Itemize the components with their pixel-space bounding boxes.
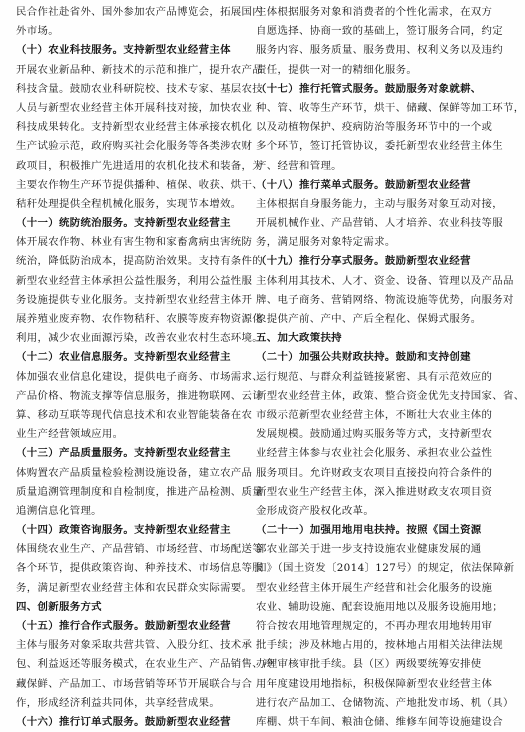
text-line: 用年度建设用地指标，积极保障新型农业经营主体 <box>256 677 493 690</box>
text-line: 金形成资产股权化改革。 <box>256 504 375 517</box>
subsection-start-line: （十）农业科技服务。支持新型农业经营主体 <box>16 44 231 57</box>
subsection-start-line: （十四）政策咨询服务。支持新型农业经营主 <box>16 524 231 537</box>
text-line: 发展规模。鼓励通过购买服务等方式，支持新型农 <box>256 428 493 441</box>
text-line: 外市场。 <box>16 25 59 38</box>
text-line: 办理审核审批手续。县（区）两级要统筹安排使 <box>256 658 482 671</box>
subsection-start-line: （十八）推行菜单式服务。鼓励新型农业经营 <box>256 178 471 191</box>
subsection-start-line: （十二）农业信息服务。支持新型农业经营主 <box>16 351 231 364</box>
subsection-start-line: （十九）推行分享式服务。鼓励新型农业经营 <box>256 255 471 268</box>
left-text-column <box>16 3 274 732</box>
text-line: 主体根据自身服务能力，主动与服务对象互动对接， <box>256 197 504 210</box>
subsection-start-line: （十一）统防统治服务。支持新型农业经营主 <box>16 217 231 230</box>
text-line: 追溯信息化管理。 <box>16 504 102 517</box>
text-line: 自愿选择、协商一致的基础上，签订服务合同，约定 <box>256 25 504 38</box>
section-heading: 五、加大政策扶持 <box>256 332 342 345</box>
text-line: 象提供产前、产中、产后全程化、保姆式服务。 <box>256 313 482 325</box>
text-line: 科技含量。鼓励农业科研院校、技术专家、基层农技 <box>16 82 264 95</box>
text-line: 民合作社赴省外、国外参加农产品博览会，拓展国内 <box>16 6 264 18</box>
text-line: 算、移动互联等现代信息技术和农业智能装备在农 <box>16 408 253 421</box>
text-line: 务，满足服务对象特定需求。 <box>256 236 396 249</box>
subsection-start-line: （十七）推行托管式服务。鼓励服务对象就耕、 <box>256 82 482 95</box>
subsection-start-line: （十六）推行订单式服务。鼓励新型农业经营 <box>16 715 231 728</box>
text-line: 知》（国土资发〔2014〕127号）的规定，依法保障新 <box>256 562 515 575</box>
text-line: 质量追溯管理制度和自检制度，推进产品检测、质量 <box>16 485 264 498</box>
text-line: 牌、电子商务、营销网络、物流设施等优势，向服务对 <box>256 293 514 306</box>
text-line: 科技成果转化。支持新型农业经营主体承接农机化 <box>16 121 253 134</box>
text-line: 作，形成经济利益共同体，共享经营成果。 <box>16 696 221 709</box>
text-line: 型农业经营主体开展生产经营和社会化服务的设施 <box>256 581 493 594</box>
text-line: 业生产经营领域应用。 <box>16 428 124 441</box>
text-line: 体购置农产品质量检验检测设施设备，建立农产品 <box>16 466 253 479</box>
text-line: 开展机械作业、产品营销、人才培养、农业科技等服 <box>256 217 504 230</box>
text-line: 体围绕农业生产、产品营销、市场经营、市场配送等 <box>16 543 264 556</box>
text-line: 服务内容、服务质量、服务费用、权利义务以及违约 <box>256 44 504 57</box>
text-line: 责任，提供一对一的精细化服务。 <box>256 63 418 76</box>
text-line: 主体根据服务对象和消费者的个性化需求，在双方 <box>256 6 493 18</box>
text-line: 生产试验示范，政府购买社会化服务等各类涉农财 <box>16 140 253 153</box>
text-line: 产、经营和管理。 <box>256 159 342 172</box>
text-line: 利用，减少农业面源污染，改善农业农村生态环境。 <box>16 332 264 345</box>
text-line: 体开展农作物、林业有害生物和家畜禽病虫害统防 <box>16 236 253 249</box>
text-line: 多个环节，签订托管协议，委托新型农业经营主体生 <box>256 140 504 153</box>
text-line: 符合按农用地管理规定的，不再办理农用地转用审 <box>256 620 493 632</box>
text-line: 农业、辅助设施、配套设施用地以及服务设施用地； <box>256 600 504 613</box>
text-line: 运行规范、与群众利益链接紧密、具有示范效应的 <box>256 370 493 383</box>
text-line: 主要农作物生产环节提供播种、植保、收获、烘干、 <box>16 178 264 191</box>
text-line: 产品价格、物流支撑等信息服务，推进物联网、云计 <box>16 389 264 402</box>
text-line: 务，满足新型农业经营主体和农民群众实际需要。 <box>16 581 253 594</box>
text-line: 统治，降低防治成本，提高防治效果。支持有条件的 <box>16 255 264 268</box>
right-text-column <box>256 3 525 732</box>
text-line: 人员与新型农业经营主体开展科技对接，加快农业 <box>16 101 253 114</box>
text-line: 秸秆处理提供全程机械化服务，实现节本增效。 <box>16 197 242 210</box>
text-line: 种、管、收等生产环节，烘干、储藏、保鲜等加工环节， <box>256 101 525 114</box>
subsection-start-line: （十三）产品质量服务。支持新型农业经营主 <box>16 447 231 460</box>
text-line: 各个环节，提供政策咨询、种养技术、市场信息等服 <box>16 562 264 575</box>
text-line: 主体利用其技术、人才、资金、设备、管理以及产品品 <box>256 274 514 287</box>
text-line: 业经营主体参与农业社会化服务、承担农业公益性 <box>256 447 493 460</box>
text-line: 以及动植物保护、疫病防治等服务环节中的一个或 <box>256 121 493 134</box>
text-line: 体加强农业信息化建设，提供电子商务、市场需求、 <box>16 370 264 383</box>
text-line: 务设施提供专业化服务。支持新型农业经营主体开 <box>16 293 253 306</box>
section-heading: 四、创新服务方式 <box>16 600 102 613</box>
subsection-start-line: （二十）加强公共财政扶持。鼓励和支持创建 <box>256 351 471 364</box>
text-line: 新型农业生产经营主体，深入推进财政支农项目资 <box>256 485 493 498</box>
text-line: 库棚、烘干车间、粮油仓储、维修车间等设施建设合 <box>256 715 504 728</box>
text-line: 市级示范新型农业经营主体，不断壮大农业主体的 <box>256 408 493 421</box>
text-line: 新型农业经营主体，政策、整合资金优先支持国家、省、 <box>256 389 525 402</box>
text-line: 批手续；涉及林地占用的，按林地占用相关法律法规 <box>256 639 504 652</box>
text-line: 政项目，积极推广先进适用的农机化技术和装备，为 <box>16 159 264 172</box>
text-line: 开展农业新品种、新技术的示范和推广，提升农产品 <box>16 63 264 76</box>
text-line: 展养殖业废弃物、农作物秸秆、农膜等废弃物资源化 <box>16 313 264 325</box>
text-line: 新型农业经营主体承担公益性服务，利用公益性服 <box>16 274 253 287</box>
text-line: 部农业部关于进一步支持设施农业健康发展的通 <box>256 543 482 556</box>
subsection-start-line: （十五）推行合作式服务。鼓励新型农业经营 <box>16 620 231 632</box>
text-line: 服务项目。允许财政支农项目直接投向符合条件的 <box>256 466 493 479</box>
subsection-start-line: （二十一）加强用地用电扶持。按照《国土资源 <box>256 524 482 537</box>
text-line: 主体与服务对象采取共营共管、入股分红、技术承 <box>16 639 253 652</box>
text-line: 进行农产品加工、仓储物流、产地批发市场、机（具） <box>256 696 514 709</box>
text-line: 藏保鲜、产品加工、市场营销等环节开展联合与合 <box>16 677 253 690</box>
text-line: 包、利益返还等服务模式，在农业生产、产品销售、冷 <box>16 658 274 671</box>
